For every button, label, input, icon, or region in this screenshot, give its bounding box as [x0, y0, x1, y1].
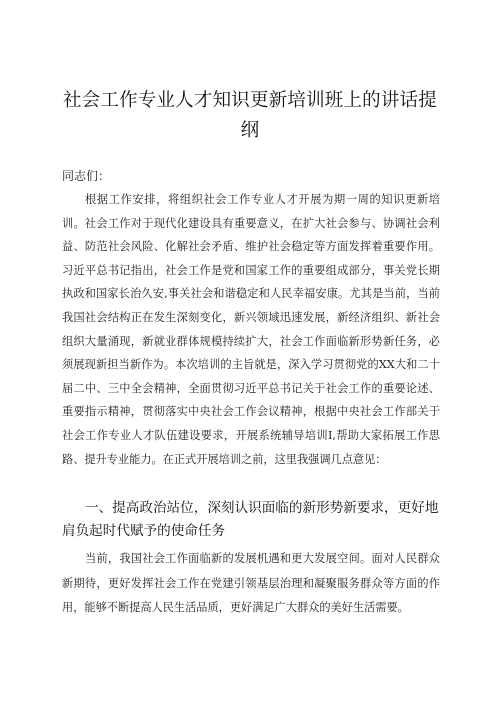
paragraph-intro: 根据工作安排，将组织社会工作专业人才开展为期一周的知识更新培训。社会工作对于现代化建设具有重要意义，在扩大社会参与、协调社会利益、防范社会风险、化解社会矛盾、维护社会稳定等方面发挥着重要作用。习近平总书记指出，社会工作是党和国家工作的重要组成部分，事关党长期执政和国家长治久安,事关社会和谐稳定和人民幸福安康。尤其是当前，当前我国社会结构正在发生深刻变化，新兴领域迅速发展，新经济组织、新社会组织大量涌现，新就业群体规模持续扩大，社会工作面临新形势新任务，必须展现新担当新作为。本次培训的主旨就是，深入学习贯彻党的XX大和二十届二中、三中全会精神，全面贯彻习近平总书记关于社会工作的重要论述、重要指示精神，贯彻落实中央社会工作会议精神，根据中央社会工作部关于社会工作专业人才队伍建设要求，开展系统辅导培训I,帮助大家拓展工作思路、提升专业能力。在正式开展培训之前，这里我强调几点意见：	[62, 193, 440, 466]
document-title: 社会工作专业人才知识更新培训班上的讲话提纲	[62, 90, 437, 141]
paragraph-section-1: 当前，我国社会工作面临新的发展机遇和更大发展空间。面对人民群众新期待，更好发挥社会工作在党建引领基层治理和凝聚服务群众等方面的作用，能够不断提高人民生活品质，更好满足广大群众的美好生活需要。	[62, 552, 440, 614]
greeting: 同志们：	[62, 169, 111, 183]
section-heading-1: 一、提高政治站位，深刻认识面临的新形势新要求，更好地肩负起时代赋予的使命任务	[62, 500, 439, 539]
